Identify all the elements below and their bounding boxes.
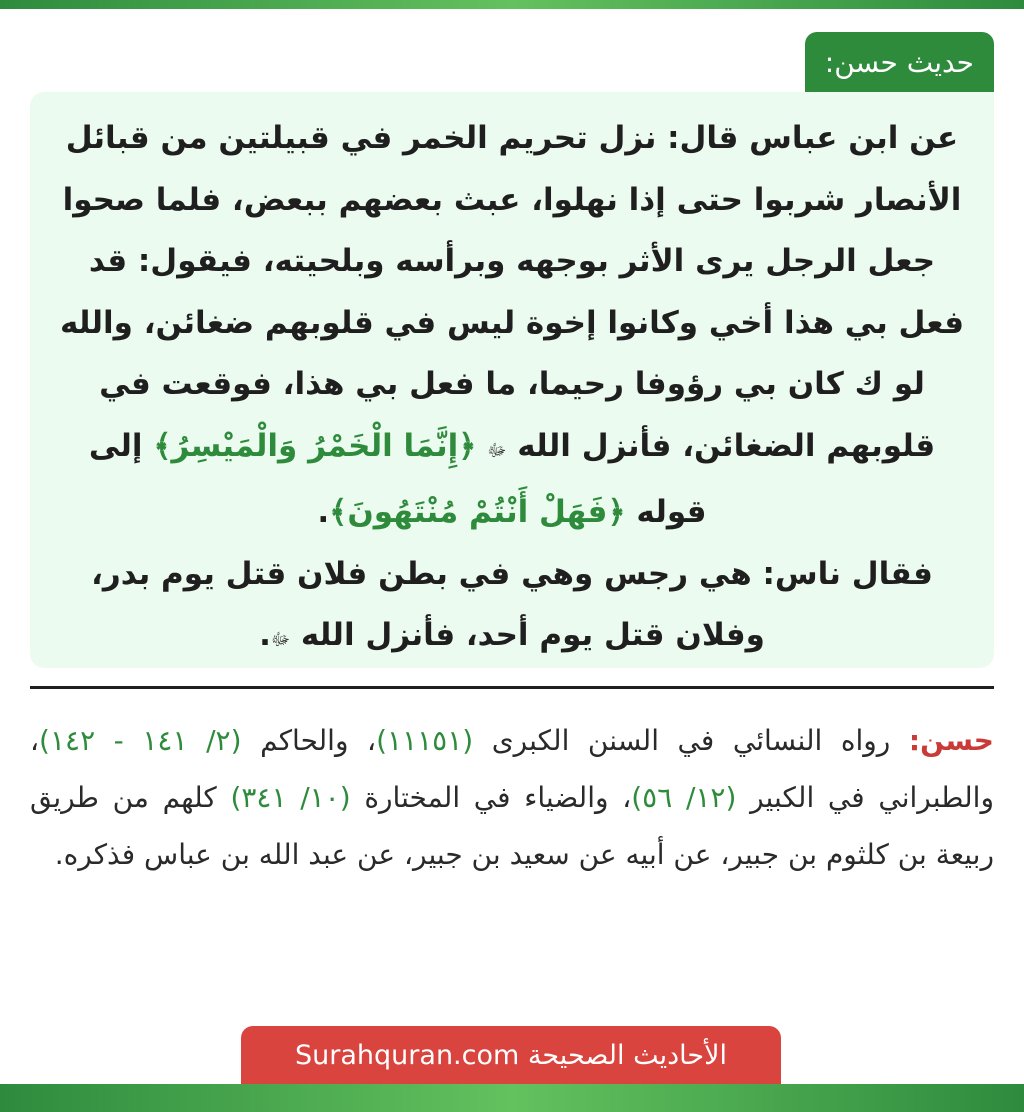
takhrij-t3: ، والطبراني في الكبير (30, 724, 994, 814)
bottom-accent-bar (0, 1084, 1024, 1112)
honorific-glyph-2: ﷻ (270, 630, 291, 650)
hadith-part-1: عن ابن عباس قال: نزل تحريم الخمر في قبيلتين من قبائل الأنصار شربوا حتى إذا نهلوا، عبث بعضهم ببعض، فلما صحوا جعل الرجل يرى الأثر بوجهه وبرأسه وبلحيته، فيقول: قد فعل بي هذا أخي وكانوا إخوة ليس في قلوبهم ضغائن، والله لو ك كان بي رؤوفا رحيما، ما فعل بي هذا، فوقعت في قلوبهم الضغائن، فأنزل الله (59, 120, 965, 464)
punct-1: . (317, 494, 330, 530)
takhrij-t4: ، والضياء في المختارة (364, 781, 632, 814)
quran-quote-2: ﴿فَهَلْ أَنْتُمْ مُنْتَهُونَ﴾ (329, 494, 626, 530)
takhrij-ref-3: (١٢/ ٥٦) (631, 781, 737, 814)
takhrij-t2: ، والحاكم (260, 724, 377, 757)
hadith-part-2: فقال ناس: هي رجس وهي في بطن فلان قتل يوم بدر، وفلان قتل يوم أحد، فأنزل الله (91, 555, 933, 653)
hadith-box (30, 92, 994, 668)
takhrij-t5: كلهم من طريق ربيعة بن كلثوم بن جبير، عن أبيه عن سعيد بن جبير، عن عبد الله بن عباس فذكره. (30, 781, 994, 871)
brand-label: الأحاديث الصحيحة Surahquran.com (241, 1026, 781, 1084)
takhrij-ref-4: (١٠/ ٣٤١) (230, 781, 351, 814)
takhrij-ref-2: (٢/ ١٤١ - ١٤٢) (39, 724, 242, 757)
top-accent-bar (0, 0, 1024, 9)
takhrij-grade: حسن: (908, 724, 994, 757)
grade-tag: حديث حسن: (805, 32, 994, 92)
hadith-text (52, 108, 972, 672)
takhrij-text (30, 712, 994, 883)
honorific-glyph: ﷻ (487, 440, 507, 461)
divider (30, 686, 994, 689)
takhrij-t1: رواه النسائي في السنن الكبرى (491, 724, 891, 757)
hadith-connector: إلى قوله (88, 427, 707, 530)
quran-quote-1: ﴿إِنَّمَا الْخَمْرُ وَالْمَيْسِرُ﴾ (153, 427, 477, 464)
takhrij-ref-1: (١١١٥١) (376, 724, 474, 757)
punct-2: . (259, 617, 271, 653)
